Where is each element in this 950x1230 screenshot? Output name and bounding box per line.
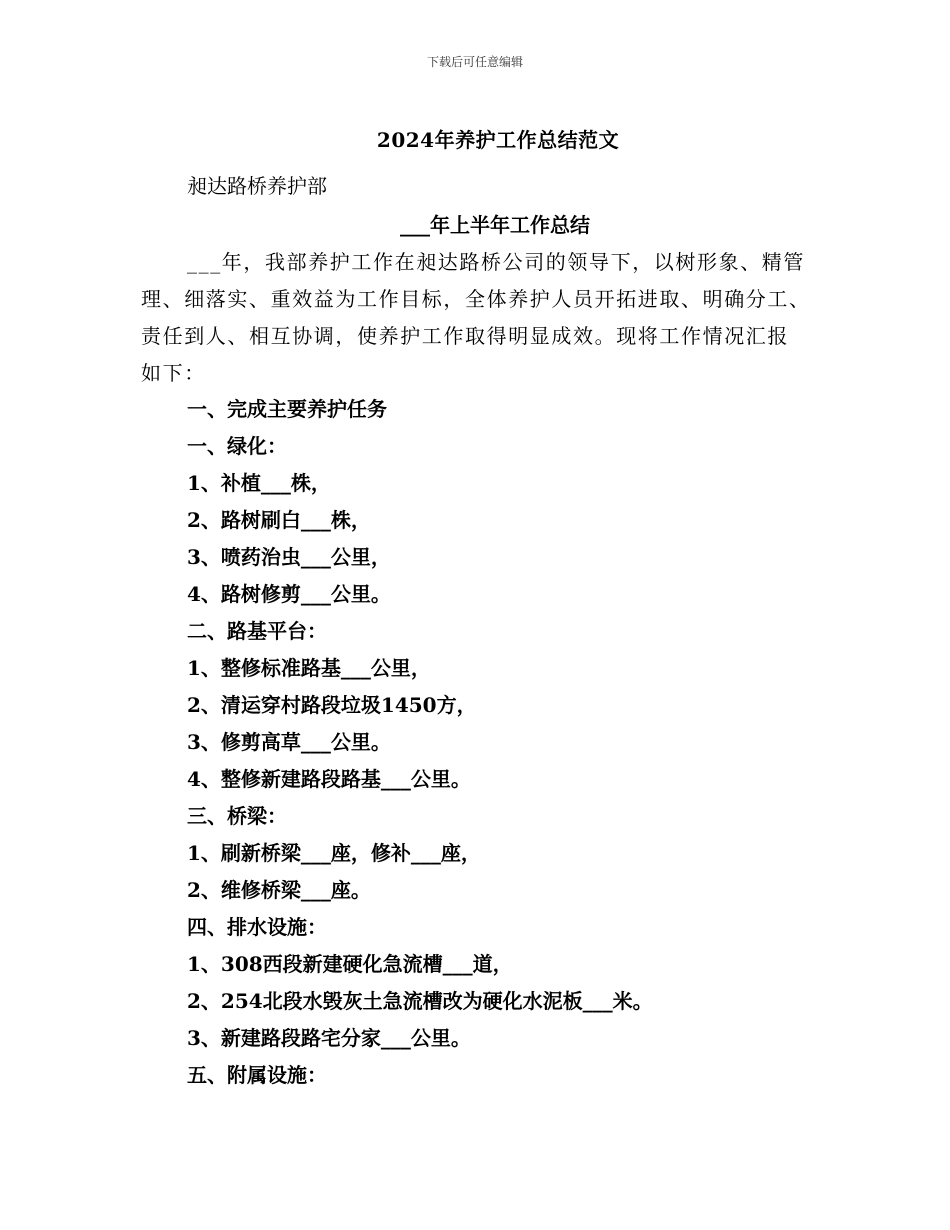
intro-row: 责任到人、相互协调，使养护工作取得明显成效。现将工作情况汇报 xyxy=(141,324,789,348)
document-title: 2024年养护工作总结范文 xyxy=(376,128,620,152)
list-item: 4、路树修剪___公里。 xyxy=(187,582,391,606)
list-item: 3、新建路段路宅分家___公里。 xyxy=(187,1026,471,1050)
intro-row: ___年，我部养护工作在昶达路桥公司的领导下，以树形象、精管 xyxy=(187,250,805,274)
list-item: 1、308西段新建硬化急流槽___道， xyxy=(187,952,513,976)
subsection-heading: 一、绿化： xyxy=(187,434,287,458)
subsection-heading: 五、附属设施： xyxy=(187,1063,327,1087)
subsection-heading: 三、桥梁： xyxy=(187,804,287,828)
subsection-heading: 四、排水设施： xyxy=(187,915,327,939)
section-subtitle: ___年上半年工作总结 xyxy=(400,213,590,237)
intro-row: 如下： xyxy=(141,361,206,385)
list-item: 3、修剪高草___公里。 xyxy=(187,730,391,754)
header-note: 下载后可任意编辑 xyxy=(426,55,523,69)
section-heading: 一、完成主要养护任务 xyxy=(187,397,387,421)
list-item: 1、补植___株， xyxy=(187,471,331,495)
list-item: 1、整修标准路基___公里， xyxy=(187,656,431,680)
organization-name: 昶达路桥养护部 xyxy=(187,174,327,198)
list-item: 2、路树刷白___株， xyxy=(187,508,371,532)
list-item: 3、喷药治虫___公里， xyxy=(187,545,391,569)
list-item: 1、刷新桥梁___座，修补___座， xyxy=(187,841,481,865)
intro-paragraph xyxy=(141,244,836,392)
intro-row: 理、细落实、重效益为工作目标，全体养护人员开拓进取、明确分工、 xyxy=(141,287,811,311)
list-item: 2、维修桥梁___座。 xyxy=(187,878,371,902)
subsection-heading: 二、路基平台： xyxy=(187,619,327,643)
list-item: 2、254北段水毁灰土急流槽改为硬化水泥板___米。 xyxy=(187,989,653,1013)
list-item: 4、整修新建路段路基___公里。 xyxy=(187,767,471,791)
list-item: 2、清运穿村路段垃圾1450方， xyxy=(187,693,477,717)
